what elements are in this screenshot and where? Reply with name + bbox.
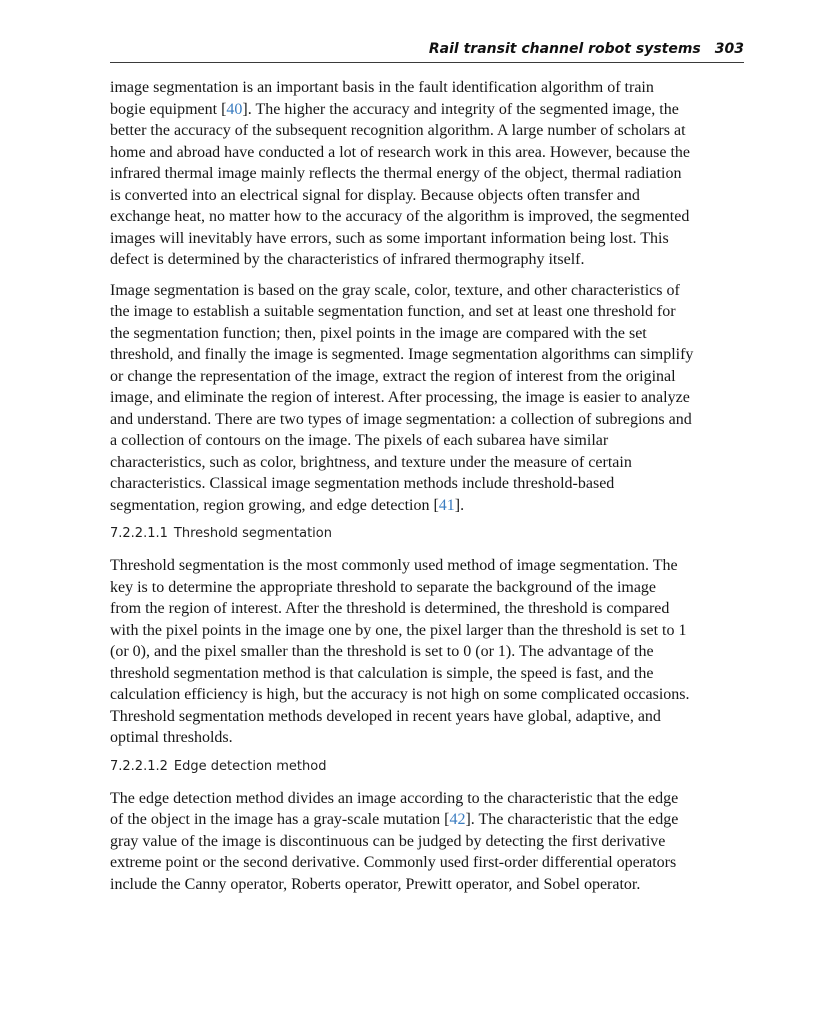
text-line: home and abroad have conducted a lot of research work in this area. However, because the bbox=[110, 143, 690, 161]
text-line: images will inevitably have errors, such as some important information being lost. This bbox=[110, 229, 669, 247]
text-line: optimal thresholds. bbox=[110, 729, 233, 746]
citation-link-42[interactable]: 42 bbox=[449, 811, 466, 828]
text-line: include the Canny operator, Roberts operator, Prewitt operator, and Sobel operator. bbox=[110, 875, 641, 893]
running-title: Rail transit channel robot systems bbox=[428, 41, 701, 57]
text-line: key is to determine the appropriate threshold to separate the background of the image bbox=[110, 578, 657, 596]
running-header bbox=[110, 38, 744, 63]
text-line: from the region of interest. After the threshold is determined, the threshold is compared bbox=[110, 600, 670, 617]
page-number: 303 bbox=[714, 41, 744, 57]
section-number: 7.2.2.1.2 bbox=[110, 758, 168, 774]
text-line: Image segmentation is based on the gray scale, color, texture, and other characteristics of bbox=[110, 281, 680, 299]
section-heading-edge-detection bbox=[110, 758, 744, 776]
text-line bbox=[110, 809, 744, 831]
text-fragment: segmentation, region growing, and edge detection [ bbox=[110, 496, 439, 514]
text-line: threshold, and finally the image is segmented. Image segmentation algorithms can simplify bbox=[110, 346, 694, 363]
text-line: or change the representation of the image, extract the region of interest from the original bbox=[110, 367, 676, 385]
citation-link-41[interactable]: 41 bbox=[438, 496, 455, 514]
paragraph-4 bbox=[110, 788, 744, 896]
citation-link-40[interactable]: 40 bbox=[226, 100, 243, 118]
text-line: characteristics. Classical image segmentation methods include threshold-based bbox=[110, 475, 615, 492]
text-fragment: ]. The characteristic that the edge bbox=[465, 811, 679, 828]
text-fragment: of the object in the image has a gray-scale mutation [ bbox=[110, 811, 450, 828]
text-line bbox=[110, 495, 744, 517]
text-line: image, and eliminate the region of interest. After processing, the image is easier to analyze bbox=[110, 389, 690, 406]
text-line: Threshold segmentation is the most commonly used method of image segmentation. The bbox=[110, 557, 678, 574]
text-line: the image to establish a suitable segmentation function, and set at least one threshold for bbox=[110, 303, 676, 320]
text-line bbox=[110, 99, 744, 121]
text-line: better the accuracy of the subsequent recognition algorithm. A large number of scholars at bbox=[110, 122, 686, 139]
paragraph-2 bbox=[110, 280, 744, 517]
section-title: Edge detection method bbox=[173, 758, 327, 774]
text-line: characteristics, such as color, brightness, and texture under the measure of certain bbox=[110, 453, 632, 471]
text-line: the segmentation function; then, pixel points in the image are compared with the set bbox=[110, 324, 647, 342]
text-fragment: ]. bbox=[454, 496, 465, 514]
text-line: a collection of contours on the image. The pixels of each subarea have similar bbox=[110, 432, 609, 449]
text-line: extreme point or the second derivative. Commonly used first-order differential operators bbox=[110, 854, 677, 871]
text-line: with the pixel points in the image one by one, the pixel larger than the threshold is set to 1 bbox=[110, 621, 687, 639]
text-line: and understand. There are two types of image segmentation: a collection of subregions and bbox=[110, 410, 692, 428]
text-line: defect is determined by the characteristics of infrared thermography itself. bbox=[110, 251, 585, 268]
section-number: 7.2.2.1.1 bbox=[110, 526, 168, 541]
paragraph-3 bbox=[110, 555, 744, 749]
text-line: infrared thermal image mainly reflects the thermal energy of the object, thermal radiation bbox=[110, 165, 682, 182]
text-fragment: bogie equipment [ bbox=[110, 100, 227, 118]
page-body bbox=[110, 77, 744, 904]
text-line: threshold segmentation method is that calculation is simple, the speed is fast, and the bbox=[110, 664, 654, 682]
text-line: calculation efficiency is high, but the accuracy is not high on some complicated occasions. bbox=[110, 686, 690, 703]
text-line: Threshold segmentation methods developed in recent years have global, adaptive, and bbox=[110, 707, 661, 725]
text-line: image segmentation is an important basis in the fault identification algorithm of train bbox=[110, 79, 654, 96]
section-title: Threshold segmentation bbox=[173, 526, 332, 541]
text-line: is converted into an electrical signal for display. Because objects often transfer and bbox=[110, 186, 640, 204]
text-line: exchange heat, no matter how to the accuracy of the algorithm is improved, the segmented bbox=[110, 208, 690, 225]
text-line: The edge detection method divides an image according to the characteristic that the edge bbox=[110, 789, 679, 807]
text-line: gray value of the image is discontinuous can be judged by detecting the first derivative bbox=[110, 832, 666, 850]
text-line: (or 0), and the pixel smaller than the threshold is set to 0 (or 1). The advantage of the bbox=[110, 643, 654, 660]
paragraph-1 bbox=[110, 77, 744, 271]
section-heading-threshold bbox=[110, 525, 744, 543]
text-fragment: ]. The higher the accuracy and integrity of the segmented image, the bbox=[242, 100, 679, 118]
